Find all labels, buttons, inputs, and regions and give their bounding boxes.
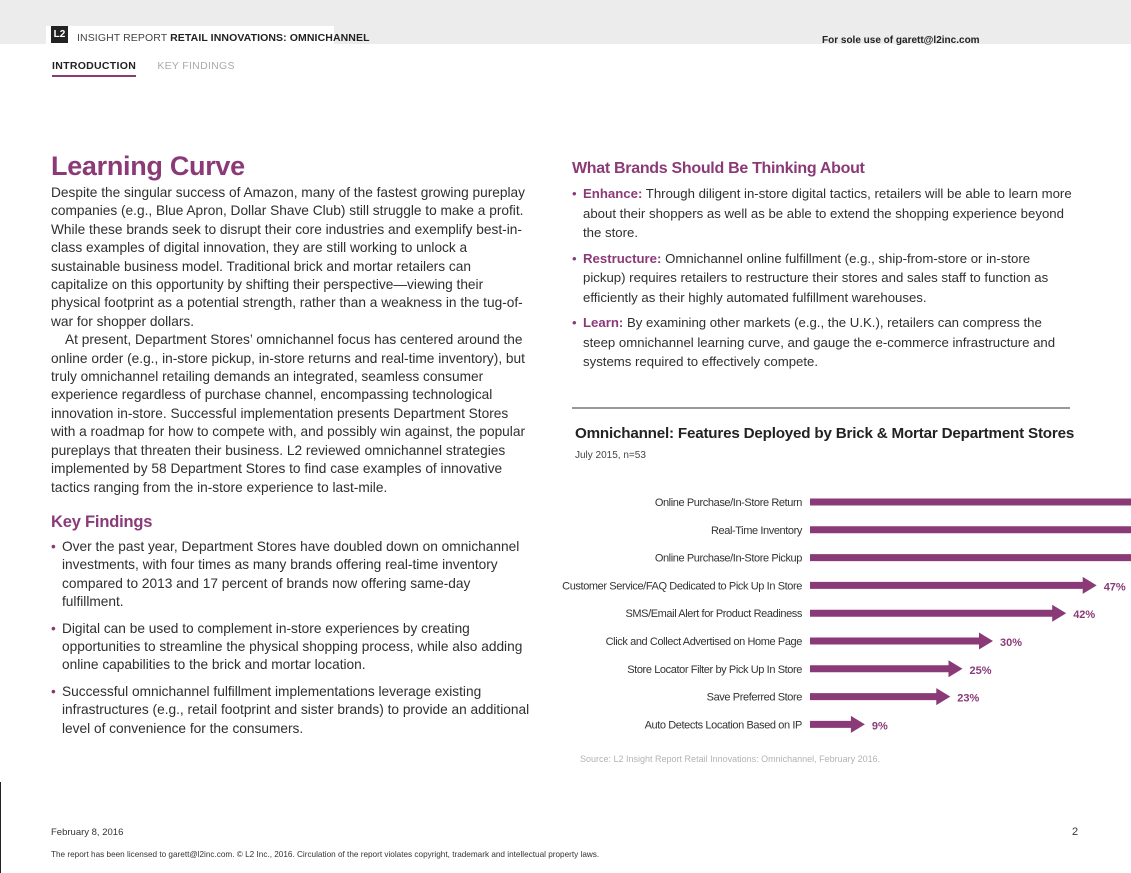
chart-bar	[810, 688, 950, 705]
bullet-icon: •	[572, 186, 577, 201]
chart-category-label: Click and Collect Advertised on Home Page	[605, 636, 802, 648]
list-item	[572, 184, 1072, 243]
chart-category-label: Online Purchase/In-Store Return	[654, 497, 802, 509]
chart-source: Source: L2 Insight Report Retail Innovations: Omnichannel, February 2016.	[580, 754, 881, 764]
list-item	[51, 683, 531, 738]
tab-introduction[interactable]: INTRODUCTION	[52, 60, 136, 77]
item-lead: Restructure:	[583, 250, 662, 266]
chart-title: Omnichannel: Features Deployed by Brick & Mortar Department Stores	[575, 425, 1075, 442]
sole-use-notice: For sole use of garett@l2inc.com	[822, 35, 980, 46]
chart-category-label: Real-Time Inventory	[710, 524, 802, 537]
chart-category-label: Save Preferred Store	[706, 691, 802, 704]
key-finding-text: Successful omnichannel fulfillment implementations leverage existing infrastructures (e.g., retail footprint and sister brands) to provide an additional level of convenience for the consumers.	[62, 683, 530, 736]
chart-value-label: 47%	[1103, 581, 1126, 594]
chart-bar	[810, 633, 993, 650]
report-date: February 8, 2016	[51, 827, 124, 838]
bullet-icon: •	[51, 620, 56, 636]
chart-value-label: 30%	[1000, 637, 1023, 649]
chart-category-label: Auto Detects Location Based on IP	[644, 719, 802, 732]
chart-value-label: 9%	[871, 720, 888, 733]
key-findings-list	[51, 538, 531, 738]
bullet-icon: •	[51, 683, 56, 699]
bullet-icon: •	[572, 315, 577, 330]
license-notice: The report has been licensed to garett@l2inc.com. © L2 Inc., 2016. Circulation of the report violates copyright, trademark and intellectual property laws.	[51, 850, 600, 859]
intro-paragraph-1: Despite the singular success of Amazon, many of the fastest growing pureplay companies (e.g., Blue Apron, Dollar Shave Club) still struggle to make a profit. While these brands seek to disrupt their core industries and exemplify best-in-class examples of digital innovation, they are still working to unlock a sustainable business model. Traditional brick and mortar retailers can capitalize on this opportunity by shifting their perspective—viewing their physical footprint as a potential strength, rather than a weakness in the tug-of-war for shopper dollars.	[51, 185, 525, 329]
l2-logo: L2	[51, 26, 68, 43]
item-text: Through diligent in-store digital tactics, retailers will be able to learn more about their shoppers as well as be able to extend the shopping experience beyond the store.	[583, 186, 1072, 240]
list-item	[51, 538, 531, 612]
thinking-about-heading: What Brands Should Be Thinking About	[572, 160, 865, 177]
item-text: By examining other markets (e.g., the U.K.), retailers can compress the steep omnichannel learning curve, and gauge the e-commerce infrastructure and systems required to effectively compete.	[583, 315, 1056, 369]
item-lead: Enhance:	[583, 186, 643, 201]
chart-category-label: Store Locator Filter by Pick Up In Store	[627, 663, 802, 676]
chart-bar	[810, 494, 1131, 511]
chart-value-label: 25%	[969, 664, 992, 677]
left-column	[51, 150, 531, 746]
report-title: RETAIL INNOVATIONS: OMNICHANNEL	[170, 32, 370, 44]
key-finding-text: Digital can be used to complement in-store experiences by creating opportunities to streamline the physical shopping process, while also adding online capabilities to the brick and mortar location.	[62, 620, 523, 673]
chart-bar	[810, 716, 865, 733]
chart-divider	[572, 407, 1070, 409]
list-item	[572, 249, 1072, 308]
right-column	[572, 160, 1072, 378]
chart-value-label: 42%	[1073, 609, 1096, 622]
list-item	[572, 313, 1072, 372]
feature-bar-chart	[560, 485, 1126, 740]
chart-bar	[810, 660, 963, 677]
chart-bar	[810, 605, 1066, 622]
item-text: Omnichannel online fulfillment (e.g., ship-from-store or in-store pickup) requires retailers to restructure their stores and sales staff to function as efficiently as their highly automated fulfillment warehouses.	[583, 250, 1049, 305]
chart-subtitle: July 2015, n=53	[575, 450, 646, 461]
key-finding-text: Over the past year, Department Stores have doubled down on omnichannel investments, with four times as many brands offering real-time inventory compared to 2013 and 17 percent of brands now offering same-day fulfillment.	[62, 538, 520, 610]
list-item	[51, 620, 531, 675]
chart-category-label: Customer Service/FAQ Dedicated to Pick Up In Store	[562, 580, 802, 593]
page-edge-line	[0, 782, 1, 873]
tab-key-findings[interactable]: KEY FINDINGS	[157, 60, 235, 72]
chart-category-label: SMS/Email Alert for Product Readiness	[625, 608, 802, 621]
key-findings-heading: Key Findings	[51, 512, 153, 531]
bullet-icon: •	[51, 538, 56, 554]
item-lead: Learn:	[583, 315, 624, 330]
report-label	[77, 32, 370, 44]
report-prefix: INSIGHT REPORT	[77, 32, 168, 44]
thinking-about-list	[572, 184, 1072, 372]
section-nav	[52, 60, 253, 77]
page-title: Learning Curve	[51, 151, 245, 181]
chart-value-label: 23%	[957, 692, 980, 705]
chart-bar	[810, 549, 1131, 566]
page-number: 2	[1072, 826, 1079, 838]
bullet-icon: •	[572, 250, 577, 266]
intro-paragraph-2: At present, Department Stores’ omnichannel focus has centered around the online order (e.g., in-store pickup, in-store returns and real-time inventory), but truly omnichannel retailing demands an integrated, seamless consumer experience regardless of purchase channel, encompassing technological innovation in-store. Successful implementation presents Department Stores with a roadmap for how to compete with, and possibly win against, the popular pureplays that threaten their business. L2 reviewed omnichannel strategies implemented by 58 Department Stores to find case examples of innovative tactics ranging from the in-store experience to last-mile.	[51, 332, 526, 495]
chart-bar	[810, 577, 1097, 594]
chart-category-label: Online Purchase/In-Store Pickup	[654, 552, 802, 565]
chart-bar	[810, 521, 1131, 538]
